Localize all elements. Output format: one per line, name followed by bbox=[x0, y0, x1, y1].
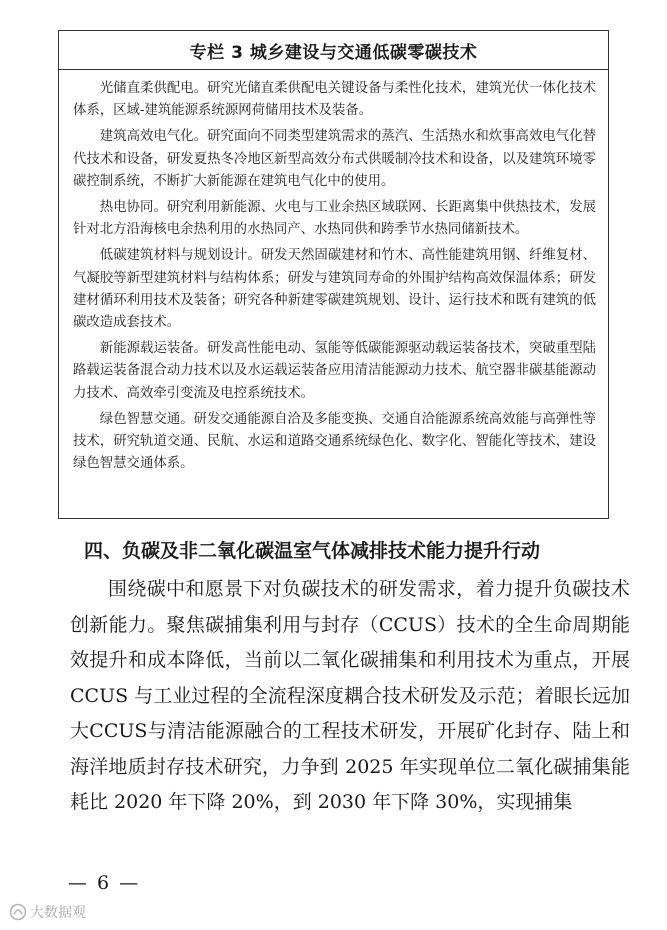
watermark-logo-icon bbox=[8, 902, 28, 922]
box-body bbox=[59, 70, 608, 475]
box-title: 专栏 3 城乡建设与交通低碳零碳技术 bbox=[59, 31, 608, 70]
box-paragraph: 热电协同。研究利用新能源、火电与工业余热区域联网、长距离集中供热技术，发展针对北方沿海核电余热利用的水热同产、水热同供和跨季节水热同储新技术。 bbox=[73, 200, 596, 238]
section-heading: 四、负碳及非二氧化碳温室气体减排技术能力提升行动 bbox=[84, 540, 541, 562]
box-paragraph: 新能源载运装备。研发高性能电动、氢能等低碳能源驱动载运装备技术，突破重型陆路载运装备混合动力技术以及水运载运装备应用清洁能源动力技术、航空器非碳基能源动力技术、高效牵引变流及电控系统技术。 bbox=[73, 341, 596, 401]
sidebar-box bbox=[58, 30, 609, 519]
page-number: — 6 — bbox=[68, 872, 141, 894]
body-paragraph: 围绕碳中和愿景下对负碳技术的研发需求，着力提升负碳技术创新能力。聚焦碳捕集利用与封存（CCUS）技术的全生命周期能效提升和成本降低，当前以二氧化碳捕集和利用技术为重点，开展 CCUS 与工业过程的全流程深度耦合技术研发及示范；着眼长远加大CCUS与清洁能源融合的工程技术研发，开展矿化封存、陆上和海洋地质封存技术研究，力争到 2025 年实现单位二氧化碳捕集能耗比 2020 年下降 20%，到 2030 年下降 30%，实现捕集 bbox=[70, 578, 630, 813]
box-paragraph: 低碳建筑材料与规划设计。研发天然固碳建材和竹木、高性能建筑用钢、纤维复材、气凝胶等新型建筑材料与结构体系；研发与建筑同寿命的外围护结构高效保温体系；研发建材循环利用技术及装备；研究各种新建零碳建筑规划、设计、运行技术和既有建筑的低碳改造成套技术。 bbox=[73, 248, 596, 331]
box-paragraph: 光储直柔供配电。研究光储直柔供配电关键设备与柔性化技术，建筑光伏一体化技术体系，区域-建筑能源系统源网荷储用技术及装备。 bbox=[73, 81, 596, 119]
watermark-text: 大数据观 bbox=[30, 905, 86, 921]
box-paragraph: 绿色智慧交通。研发交通能源自洽及多能变换、交通自洽能源系统高效能与高弹性等技术，研究轨道交通、民航、水运和道路交通系统绿色化、数字化、智能化等技术，建设绿色智慧交通体系。 bbox=[73, 411, 596, 472]
box-paragraph: 建筑高效电气化。研究面向不同类型建筑需求的蒸汽、生活热水和炊事高效电气化替代技术和设备，研发夏热冬冷地区新型高效分布式供暖制冷技术和设备，以及建筑环境零碳控制系统，不断扩大新能源在建筑电气化中的使用。 bbox=[73, 129, 596, 189]
watermark bbox=[8, 902, 86, 922]
